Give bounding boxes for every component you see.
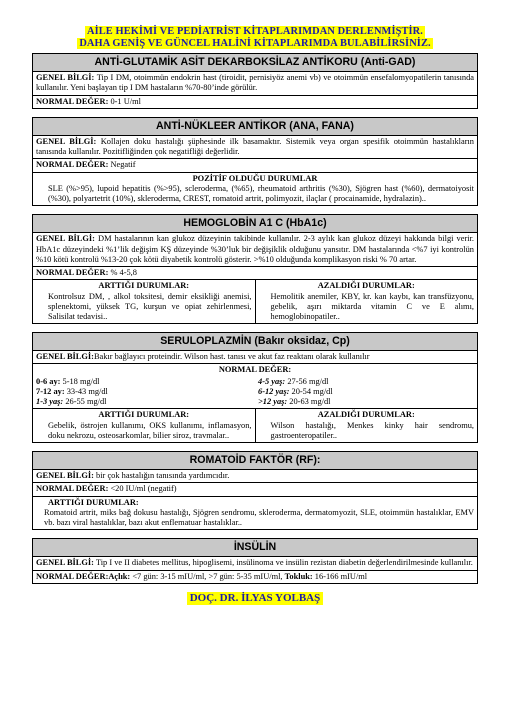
positive-conditions-title: POZİTİF OLDUĞU DURUMLAR (192, 173, 318, 183)
general-info-row (33, 233, 477, 267)
fasting-label: Açlık: (108, 571, 131, 581)
increased-title: ARTTIĞI DURUMLAR: (48, 497, 139, 507)
ranges-right (255, 377, 477, 409)
range-item (36, 397, 252, 407)
general-info-row (33, 557, 477, 570)
normal-value-row (33, 96, 477, 108)
general-info-row (33, 470, 477, 483)
range-value: 26-55 mg/dl (63, 397, 107, 407)
normal-value-label: NORMAL DEĞER: (36, 268, 109, 278)
author-signature (32, 592, 478, 605)
decreased-title: AZALDIĞI DURUMLAR: (317, 410, 415, 420)
normal-value-label: NORMAL DEĞER: (36, 571, 109, 581)
normal-value-label: NORMAL DEĞER: (36, 484, 109, 494)
document-header (32, 26, 478, 49)
section-title: İNSÜLİN (33, 539, 477, 557)
general-info-text: DM hastalarının kan glukoz düzeyinin takibinde kullanılır. 2-3 aylık kan glukoz düzeyi hakkında bilgi verir. HbA1c düzeyindeki %1’lik değişim KŞ düzeyinde %30’luk bir değişiklik olduğunu yansıtır. DM hastalarında <%7 iyi kontrolün %10 kötü kontrolü %13-20 çok kötü diyabetik kontrolü gösterir. >%10 olduğunda komplikasyon riski % 70 artar. (36, 234, 474, 264)
range-age: 4-5 yaş: (258, 376, 286, 386)
normal-value-label: NORMAL DEĞER: (36, 160, 109, 170)
normal-value-text: 0-1 U/ml (108, 96, 141, 106)
normal-value-row (33, 267, 477, 280)
general-info-text: Tip I DM, otoimmün endokrin hast (tiroidit, pernisiyöz anemi vb) ve otoimmün ensefalomyopatilerin tanısında kullanılır. Yeni başlayan tip I DM hastaların %70-80’inde görülür. (36, 73, 474, 93)
increased-conditions (33, 409, 255, 442)
general-info-row (33, 136, 477, 160)
general-info-text: Kollajen doku hastalığı şüphesinde ilk basamaktır. Sistemik veya organ spesifik otoimmün hastalıkların tanısında kullanılır. Pozitifliğinden çok negatifliği değerlidir. (36, 136, 474, 157)
general-info-text: Tip I ve II diabetes mellitus, hipoglisemi, insülinoma ve insülin rezistan diabetin değerlendirilmesinde kullanılır. (93, 558, 473, 568)
section-title: SERULOPLAZMİN (Bakır oksidaz, Cp) (33, 333, 477, 351)
section-title: ROMATOİD FAKTÖR (RF): (33, 452, 477, 470)
normal-value-row (33, 571, 477, 583)
section-ceruloplasmin (32, 332, 478, 443)
increased-title: ARTTIĞI DURUMLAR: (98, 281, 190, 291)
range-age: >12 yaş: (258, 397, 288, 407)
increased-conditions-row (33, 497, 477, 530)
ranges-left (33, 377, 255, 409)
general-info-text: Bakır bağlayıcı proteindir. Wilson hast. tanısı ve akut faz reaktanı olarak kullanılır (93, 352, 370, 362)
normal-value-text: Negatif (108, 160, 136, 170)
decreased-conditions (255, 280, 478, 323)
normal-value-label: NORMAL DEĞER: (36, 96, 109, 106)
general-info-label: GENEL BİLGİ: (36, 73, 95, 83)
conditions-columns (33, 409, 477, 442)
positive-conditions-row (33, 173, 477, 206)
normal-value-title: NORMAL DEĞER: (218, 365, 292, 375)
range-item (258, 397, 474, 407)
general-info-label: GENEL BİLGİ: (36, 136, 97, 146)
decreased-title: AZALDIĞI DURUMLAR: (317, 281, 415, 291)
section-title: ANTİ-GLUTAMİK ASİT DEKARBOKSİLAZ ANTİKORU (Anti-GAD) (33, 54, 477, 72)
normal-value-row (33, 483, 477, 496)
header-line-1: AİLE HEKİMİ VE PEDİATRİST KİTAPLARIMDAN DERLENMİŞTİR. (87, 26, 423, 37)
author-name: DOÇ. DR. İLYAS YOLBAŞ (187, 592, 324, 605)
range-age: 0-6 ay: (36, 376, 61, 386)
section-rheumatoid-factor (32, 451, 478, 530)
general-info-label: GENEL BİLGİ: (36, 471, 94, 481)
range-value: 5-18 mg/dl (60, 376, 100, 386)
section-anti-gad (32, 53, 478, 109)
section-ana (32, 117, 478, 206)
section-insulin (32, 538, 478, 583)
increased-conditions (33, 280, 255, 323)
decreased-text: Wilson hastalığı, Menkes kinky hair sendromu, gastroenteropatiler.. (270, 420, 474, 440)
general-info-row (33, 351, 477, 364)
general-info-label: GENEL BİLGİ: (36, 352, 94, 362)
section-title: ANTİ-NÜKLEER ANTİKOR (ANA, FANA) (33, 118, 477, 136)
range-item (36, 387, 252, 397)
increased-text: Romatoid artrit, miks bağ dokusu hastalığı, Sjögren sendromu, skleroderma, dermatomyozit, SLE, otoimmün hastalıklar, EMV vb. bazı viral hastalıklar, bazı akut enflematuar hastalıklar.. (44, 507, 474, 528)
range-value: 27-56 mg/dl (285, 376, 329, 386)
range-value: 20-63 mg/dl (287, 397, 331, 407)
range-age: 6-12 yaş: (258, 386, 290, 396)
general-info-text: bir çok hastalığın tanısında yardımcıdır. (93, 471, 230, 481)
increased-title: ARTTIĞI DURUMLAR: (98, 410, 190, 420)
fasting-text: <7 gün: 3-15 mIU/ml, >7 gün: 5-35 mIU/ml, (130, 571, 285, 581)
increased-text: Kontrolsuz DM, , alkol toksitesi, demir eksikliği anemisi, splenektomi, yüksek TG, kurşun ve opiat zehirlenmesi, Salisilat tedavisi.. (48, 291, 252, 322)
range-age: 1-3 yaş: (36, 397, 64, 407)
decreased-text: Hemolitik anemiler, KBY, kr. kan kaybı, kan transfüzyonu, gebelik, aşırı miktarda vitamin C ve E alımı, hemoglobinopatiler.. (270, 291, 474, 322)
fed-label: Tokluk: (284, 571, 313, 581)
range-item (36, 377, 252, 387)
general-info-label: GENEL BİLGİ: (36, 558, 94, 568)
header-line-2: DAHA GENİŞ VE GÜNCEL HALİNİ KİTAPLARIMDA BULABİLİRSİNİZ. (79, 37, 431, 49)
section-hba1c (32, 214, 478, 324)
section-title: HEMOGLOBİN A1 C (HbA1c) (33, 215, 477, 233)
normal-ranges (33, 377, 477, 409)
normal-value-block (33, 364, 477, 409)
fed-text: 16-166 mIU/ml (312, 571, 368, 581)
range-value: 33-43 mg/dl (64, 386, 108, 396)
normal-value-row (33, 159, 477, 172)
range-item (258, 377, 474, 387)
decreased-conditions (255, 409, 478, 442)
normal-value-text: <20 IU/ml (negatif) (108, 484, 177, 494)
general-info-row (33, 72, 477, 96)
positive-conditions-text: SLE (%>95), lupoid hepatitis (%>95), scleroderma, (%65), rheumatoid arthritis (%30), Sjögren hast (%60), dermatoiyosit (%30), polyartetrit (10%), skleroderma, CREST, romatoid artrit, polimyozit, ilaçlar ( procainamide, hydralazin).. (48, 183, 474, 204)
normal-value-text: % 4-5,8 (108, 268, 137, 278)
range-value: 20-54 mg/dl (289, 386, 333, 396)
general-info-label: GENEL BİLGİ: (36, 234, 95, 244)
conditions-columns (33, 280, 477, 323)
range-item (258, 387, 474, 397)
range-age: 7-12 ay: (36, 386, 65, 396)
increased-text: Gebelik, östrojen kullanımı, OKS kullanımı, inflamasyon, doku nekrozu, osteosarkomlar, bilier siroz, travmalar.. (48, 420, 252, 440)
